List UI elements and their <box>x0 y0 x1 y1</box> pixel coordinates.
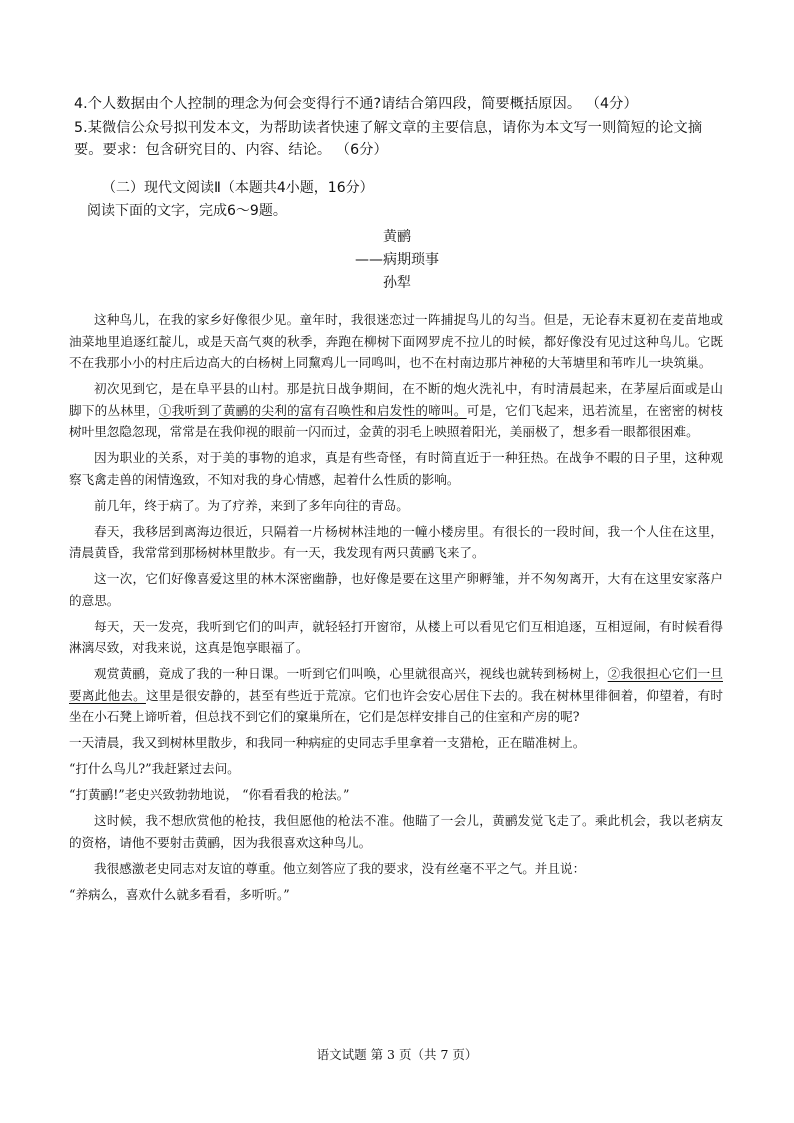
paragraph-6: 这一次，它们好像喜爱这里的林木深密幽静，也好像是要在这里产卵孵雏，并不匆匆离开，大有在这里安家落户的意思。 <box>69 571 723 608</box>
paragraph-5: 春天，我移居到离海边很近，只隔着一片杨树林洼地的一幢小楼房里。有很长的一段时间，我一个人住在这里，清晨黄昏，我常常到那杨树林里散步。有一天，我发现有两只黄鹂飞来了。 <box>69 523 723 560</box>
underlined-sentence-2: ②我很担心它们一旦要离此他去。 <box>69 666 723 703</box>
paragraph-7: 每天，天一发亮，我听到它们的叫声，就轻轻打开窗帘，从楼上可以看见它们互相追逐，互相逗闹，有时候看得淋漓尽致，对我来说，这真是饱享眼福了。 <box>69 618 723 655</box>
paragraph-2 <box>69 378 723 443</box>
paragraph-12: 这时候，我不想欣赏他的枪技，我但愿他的枪法不准。他瞄了一会儿，黄鹂发觉飞走了。乘此机会，我以老病友的资格，请他不要射击黄鹂，因为我很喜欢这种鸟儿。 <box>69 813 723 850</box>
article-author: 孙犁 <box>383 275 411 291</box>
paragraph-4: 前几年，终于病了。为了疗养，来到了多年向往的青岛。 <box>94 497 409 513</box>
section-instruction: 阅读下面的文字，完成6～9题。 <box>87 203 287 219</box>
paragraph-11: “打黄鹂!”老史兴致勃勃地说， “你看看我的枪法。” <box>69 787 350 802</box>
article-subtitle: ——病期琐事 <box>355 252 439 268</box>
paragraph-14: “养病么，喜欢什么就多看看，多听听。” <box>69 886 290 902</box>
paragraph-1: 这种鸟儿，在我的家乡好像很少见。童年时，我很迷恋过一阵捕捉鸟儿的勾当。但是，无论春末夏初在麦苗地或油菜地里追逐红靛儿，或是天高气爽的秋季，奔跑在柳树下面网罗虎不拉儿的时候，都好像没有见过这种鸟儿。它既不在我那小小的村庄后边高大的白杨树上同黧鸡儿一同鸣叫，也不在村南边那片神秘的大苇塘里和苇咋儿一块筑巢。 <box>69 312 723 370</box>
paragraph-13: 我很感激老史同志对友谊的尊重。他立刻答应了我的要求，没有丝毫不平之气。并且说： <box>94 860 586 876</box>
article-body <box>69 309 723 910</box>
question-5-line-2: 要。要求：包含研究目的、内容、结论。 （6分） <box>74 142 388 158</box>
question-4: 4.个人数据由个人控制的理念为何会变得行不通?请结合第四段，简要概括原因。 （4分） <box>74 96 638 112</box>
underlined-sentence-1: ①我听到了黄鹂的尖利的富有召唤性和启发性的啼叫。 <box>158 402 467 418</box>
paragraph-9: 一天清晨，我又到树林里散步，和我同一种病症的史同志手里拿着一支猎枪，正在瞄准树上。 <box>69 735 586 750</box>
paragraph-8-text-a: 观赏黄鹂，竟成了我的一种日课。一听到它们叫唤，心里就很高兴，视线也就转到杨树上， <box>94 666 608 681</box>
paragraph-8-text-b: 这里是很安静的，甚至有些近于荒凉。它们也许会安心居住下去的。我在树林里徘徊着，仰望着，有时坐在小石凳上谛听着，但总找不到它们的窠巢所在，它们是怎样安排自己的住室和产房的呢? <box>69 687 723 724</box>
page-footer: 语文试题 第 3 页（共 7 页） <box>316 1047 478 1062</box>
paragraph-2-text-b: 可是，它们飞起来，迅若流星，在密密的树枝树叶里忽隐忽现，常常是在我仰视的眼前一闪而过，金黄的羽毛上映照着阳光，美丽极了，想多看一眼都很困难。 <box>69 402 723 439</box>
paragraph-8 <box>69 663 723 728</box>
section-heading: （二）现代文阅读Ⅱ（本题共4小题，16分） <box>102 180 374 196</box>
question-5-line-1: 5.某微信公众号拟刊发本文，为帮助读者快速了解文章的主要信息，请你为本文写一则简短的论文摘 <box>74 120 703 136</box>
paragraph-3: 因为职业的关系，对于美的事物的追求，真是有些奇怪，有时简直近于一种狂热。在战争不暇的日子里，这种观察飞禽走兽的闲情逸致，不知对我的身心情感，起着什么性质的影响。 <box>69 450 723 487</box>
paragraph-2-text-a: 初次见到它，是在阜平县的山村。那是抗日战争期间，在不断的炮火洗礼中，有时清晨起来，在茅屋后面或是山脚下的丛林里， <box>69 381 723 418</box>
paragraph-10: “打什么鸟儿?”我赶紧过去问。 <box>69 761 240 776</box>
article-title: 黄鹂 <box>383 229 411 245</box>
